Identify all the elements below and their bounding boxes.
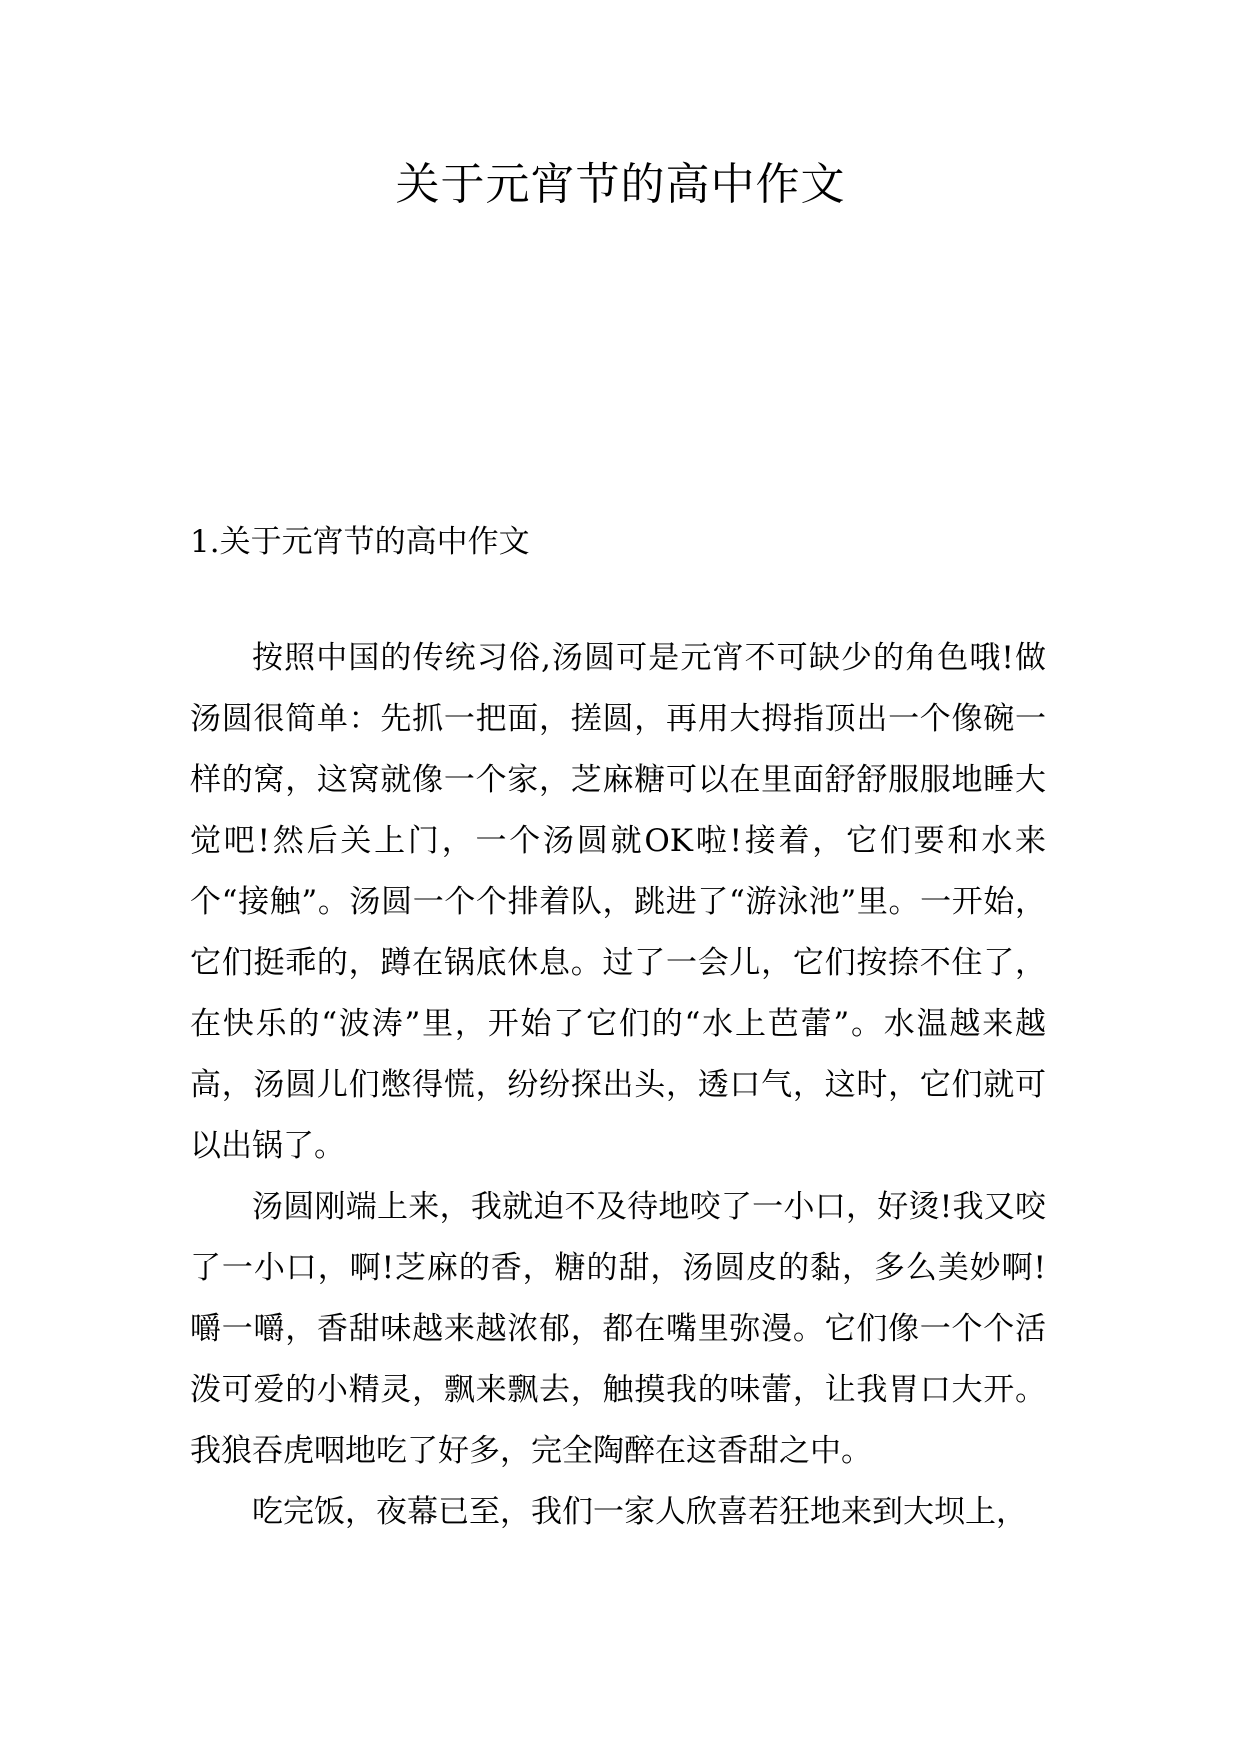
- essay-paragraph: 按照中国的传统习俗,汤圆可是元宵不可缺少的角色哦!做汤圆很简单：先抓一把面，搓圆，再用大拇指顶出一个像碗一样的窝，这窝就像一个家，芝麻糖可以在里面舒舒服服地睡大觉吧!然后关上门，一个汤圆就OK啦!接着，它们要和水来个“接触”。汤圆一个个排着队，跳进了“游泳池”里。一开始，它们挺乖的，蹲在锅底休息。过了一会儿，它们按捺不住了，在快乐的“波涛”里，开始了它们的“水上芭蕾”。水温越来越高，汤圆儿们憋得慌，纷纷探出头，透口气，这时，它们就可以出锅了。: [190, 640, 1046, 1164]
- page-title: 关于元宵节的高中作文: [395, 159, 846, 210]
- essay-paragraph: 汤圆刚端上来，我就迫不及待地咬了一小口，好烫!我又咬了一小口，啊!芝麻的香，糖的甜，汤圆皮的黏，多么美妙啊!嚼一嚼，香甜味越来越浓郁，都在嘴里弥漫。它们像一个个活泼可爱的小精灵，飘来飘去，触摸我的味蕾，让我胃口大开。我狼吞虎咽地吃了好多，完全陶醉在这香甜之中。: [190, 1189, 1046, 1469]
- essay-body: [190, 628, 1046, 1543]
- essay-paragraph: 吃完饭，夜幕已至，我们一家人欣喜若狂地来到大坝上，: [252, 1494, 1027, 1530]
- section-heading: 1.关于元宵节的高中作文: [190, 524, 530, 560]
